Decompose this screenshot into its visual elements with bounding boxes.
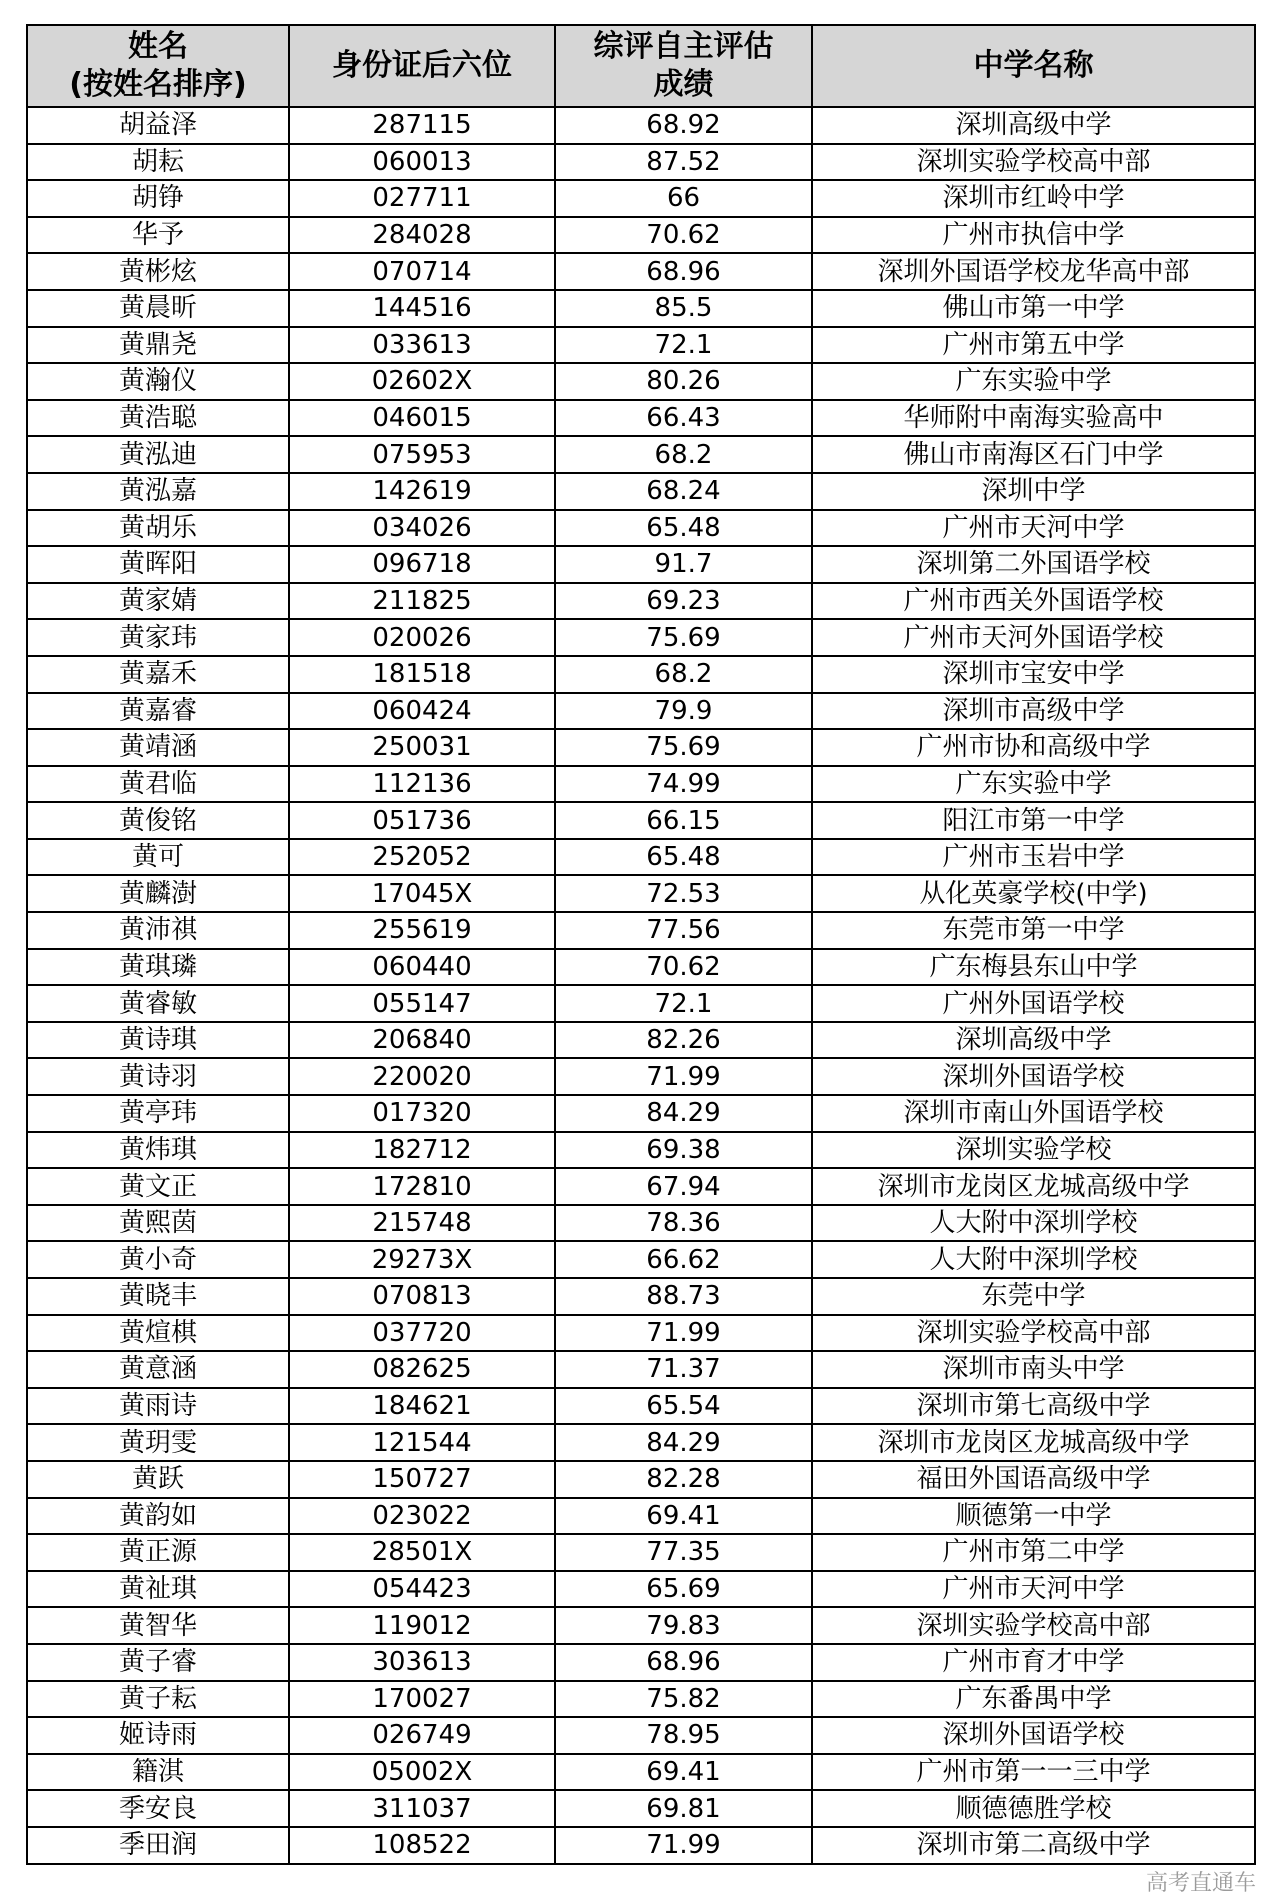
cell-score: 68.92 — [555, 107, 812, 144]
cell-name: 黄晖阳 — [27, 546, 289, 583]
cell-score: 68.24 — [555, 473, 812, 510]
cell-score: 66.43 — [555, 400, 812, 437]
cell-school: 深圳市龙岗区龙城高级中学 — [812, 1168, 1255, 1205]
cell-name: 黄正源 — [27, 1534, 289, 1571]
header-name — [27, 25, 289, 107]
cell-school: 广州市协和高级中学 — [812, 729, 1255, 766]
cell-name: 黄炜琪 — [27, 1132, 289, 1169]
table-row — [27, 363, 1255, 400]
cell-name: 黄麟澍 — [27, 875, 289, 912]
cell-school: 广州市第一一三中学 — [812, 1754, 1255, 1791]
cell-id-last-six: 060013 — [289, 144, 555, 181]
cell-name: 胡益泽 — [27, 107, 289, 144]
cell-school: 深圳市宝安中学 — [812, 656, 1255, 693]
table-row — [27, 400, 1255, 437]
table-row — [27, 1644, 1255, 1681]
cell-id-last-six: 070813 — [289, 1278, 555, 1315]
table-row — [27, 1827, 1255, 1864]
cell-school: 深圳市高级中学 — [812, 693, 1255, 730]
table-row — [27, 1681, 1255, 1718]
cell-school: 深圳实验学校高中部 — [812, 144, 1255, 181]
cell-school: 广州市育才中学 — [812, 1644, 1255, 1681]
cell-name: 籍淇 — [27, 1754, 289, 1791]
cell-id-last-six: 311037 — [289, 1790, 555, 1827]
cell-id-last-six: 037720 — [289, 1315, 555, 1352]
cell-name: 黄胡乐 — [27, 510, 289, 547]
cell-school: 广东梅县东山中学 — [812, 949, 1255, 986]
table-row — [27, 1571, 1255, 1608]
cell-school: 广州市天河中学 — [812, 510, 1255, 547]
table-row — [27, 253, 1255, 290]
cell-id-last-six: 28501X — [289, 1534, 555, 1571]
table-row — [27, 1424, 1255, 1461]
cell-school: 深圳实验学校 — [812, 1132, 1255, 1169]
cell-id-last-six: 02602X — [289, 363, 555, 400]
cell-name: 黄子耘 — [27, 1681, 289, 1718]
cell-name: 黄祉琪 — [27, 1571, 289, 1608]
table-row — [27, 144, 1255, 181]
cell-id-last-six: 206840 — [289, 1022, 555, 1059]
cell-score: 69.41 — [555, 1498, 812, 1535]
cell-name: 黄诗羽 — [27, 1058, 289, 1095]
cell-score: 79.83 — [555, 1607, 812, 1644]
cell-id-last-six: 033613 — [289, 327, 555, 364]
table-row — [27, 180, 1255, 217]
cell-id-last-six: 215748 — [289, 1205, 555, 1242]
cell-score: 68.96 — [555, 253, 812, 290]
cell-score: 69.81 — [555, 1790, 812, 1827]
table-header — [27, 25, 1255, 107]
cell-name: 黄嘉禾 — [27, 656, 289, 693]
cell-name: 黄嘉睿 — [27, 693, 289, 730]
cell-name: 姬诗雨 — [27, 1717, 289, 1754]
cell-id-last-six: 121544 — [289, 1424, 555, 1461]
cell-id-last-six: 023022 — [289, 1498, 555, 1535]
cell-name: 胡铮 — [27, 180, 289, 217]
cell-score: 85.5 — [555, 290, 812, 327]
header-school — [812, 25, 1255, 107]
cell-school: 深圳外国语学校 — [812, 1717, 1255, 1754]
table-row — [27, 510, 1255, 547]
table-row — [27, 1095, 1255, 1132]
table-row — [27, 1315, 1255, 1352]
cell-score: 91.7 — [555, 546, 812, 583]
cell-school: 深圳市红岭中学 — [812, 180, 1255, 217]
cell-school: 广东实验中学 — [812, 766, 1255, 803]
cell-school: 佛山市南海区石门中学 — [812, 436, 1255, 473]
header-score-text: 综评自主评估 成绩 — [593, 29, 774, 102]
cell-id-last-six: 182712 — [289, 1132, 555, 1169]
cell-school: 深圳高级中学 — [812, 107, 1255, 144]
cell-name: 胡耘 — [27, 144, 289, 181]
cell-score: 78.95 — [555, 1717, 812, 1754]
cell-score: 68.2 — [555, 656, 812, 693]
cell-school: 广州市执信中学 — [812, 217, 1255, 254]
cell-score: 72.53 — [555, 875, 812, 912]
cell-id-last-six: 082625 — [289, 1351, 555, 1388]
cell-score: 80.26 — [555, 363, 812, 400]
cell-name: 黄彬炫 — [27, 253, 289, 290]
cell-school: 深圳外国语学校龙华高中部 — [812, 253, 1255, 290]
cell-school: 深圳市第七高级中学 — [812, 1388, 1255, 1425]
cell-id-last-six: 075953 — [289, 436, 555, 473]
cell-school: 广州市西关外国语学校 — [812, 583, 1255, 620]
header-score — [555, 25, 812, 107]
table-row — [27, 473, 1255, 510]
cell-name: 黄亭玮 — [27, 1095, 289, 1132]
cell-id-last-six: 026749 — [289, 1717, 555, 1754]
cell-id-last-six: 303613 — [289, 1644, 555, 1681]
cell-name: 黄意涵 — [27, 1351, 289, 1388]
cell-score: 79.9 — [555, 693, 812, 730]
cell-name: 黄泓迪 — [27, 436, 289, 473]
cell-name: 华予 — [27, 217, 289, 254]
cell-school: 广州市玉岩中学 — [812, 839, 1255, 876]
cell-school: 福田外国语高级中学 — [812, 1461, 1255, 1498]
table-row — [27, 327, 1255, 364]
cell-score: 66.15 — [555, 802, 812, 839]
cell-name: 季安良 — [27, 1790, 289, 1827]
cell-score: 69.38 — [555, 1132, 812, 1169]
cell-name: 黄君临 — [27, 766, 289, 803]
cell-id-last-six: 284028 — [289, 217, 555, 254]
table-row — [27, 619, 1255, 656]
header-row — [27, 25, 1255, 107]
cell-score: 77.35 — [555, 1534, 812, 1571]
table-row — [27, 1607, 1255, 1644]
cell-school: 深圳第二外国语学校 — [812, 546, 1255, 583]
header-id-last-six — [289, 25, 555, 107]
table-row — [27, 1132, 1255, 1169]
cell-id-last-six: 119012 — [289, 1607, 555, 1644]
table-row — [27, 839, 1255, 876]
table-row — [27, 436, 1255, 473]
cell-score: 74.99 — [555, 766, 812, 803]
cell-score: 88.73 — [555, 1278, 812, 1315]
cell-name: 黄瀚仪 — [27, 363, 289, 400]
cell-id-last-six: 027711 — [289, 180, 555, 217]
cell-id-last-six: 150727 — [289, 1461, 555, 1498]
cell-score: 72.1 — [555, 327, 812, 364]
table-row — [27, 912, 1255, 949]
cell-score: 84.29 — [555, 1095, 812, 1132]
cell-score: 72.1 — [555, 985, 812, 1022]
cell-name: 黄跃 — [27, 1461, 289, 1498]
cell-school: 人大附中深圳学校 — [812, 1205, 1255, 1242]
cell-id-last-six: 181518 — [289, 656, 555, 693]
cell-name: 黄子睿 — [27, 1644, 289, 1681]
cell-id-last-six: 051736 — [289, 802, 555, 839]
cell-id-last-six: 252052 — [289, 839, 555, 876]
table-row — [27, 217, 1255, 254]
header-name-text: 姓名 (按姓名排序) — [69, 29, 247, 102]
cell-score: 69.23 — [555, 583, 812, 620]
cell-score: 75.69 — [555, 729, 812, 766]
cell-id-last-six: 255619 — [289, 912, 555, 949]
cell-name: 黄玥雯 — [27, 1424, 289, 1461]
cell-school: 华师附中南海实验高中 — [812, 400, 1255, 437]
table-row — [27, 1461, 1255, 1498]
header-school-text: 中学名称 — [973, 48, 1094, 83]
table-row — [27, 1534, 1255, 1571]
table-row — [27, 1241, 1255, 1278]
score-table — [26, 24, 1256, 1865]
table-row — [27, 107, 1255, 144]
cell-id-last-six: 054423 — [289, 1571, 555, 1608]
cell-id-last-six: 172810 — [289, 1168, 555, 1205]
cell-name: 黄雨诗 — [27, 1388, 289, 1425]
cell-school: 深圳外国语学校 — [812, 1058, 1255, 1095]
table-row — [27, 802, 1255, 839]
cell-id-last-six: 108522 — [289, 1827, 555, 1864]
cell-score: 78.36 — [555, 1205, 812, 1242]
cell-school: 从化英豪学校(中学) — [812, 875, 1255, 912]
table-row — [27, 949, 1255, 986]
cell-name: 黄熙茵 — [27, 1205, 289, 1242]
cell-score: 68.96 — [555, 1644, 812, 1681]
cell-school: 广州市第五中学 — [812, 327, 1255, 364]
header-id-text: 身份证后六位 — [332, 48, 512, 83]
cell-id-last-six: 05002X — [289, 1754, 555, 1791]
table-row — [27, 1498, 1255, 1535]
table-row — [27, 656, 1255, 693]
cell-name: 黄文正 — [27, 1168, 289, 1205]
cell-id-last-six: 211825 — [289, 583, 555, 620]
cell-id-last-six: 142619 — [289, 473, 555, 510]
cell-school: 阳江市第一中学 — [812, 802, 1255, 839]
cell-school: 深圳市第二高级中学 — [812, 1827, 1255, 1864]
cell-name: 黄晨昕 — [27, 290, 289, 327]
table-body — [27, 107, 1255, 1864]
cell-school: 深圳市南山外国语学校 — [812, 1095, 1255, 1132]
cell-name: 黄沛祺 — [27, 912, 289, 949]
table-row — [27, 1168, 1255, 1205]
cell-school: 东莞中学 — [812, 1278, 1255, 1315]
cell-school: 顺德第一中学 — [812, 1498, 1255, 1535]
cell-score: 71.99 — [555, 1058, 812, 1095]
cell-id-last-six: 020026 — [289, 619, 555, 656]
cell-id-last-six: 055147 — [289, 985, 555, 1022]
cell-id-last-six: 184621 — [289, 1388, 555, 1425]
table-row — [27, 693, 1255, 730]
cell-school: 深圳实验学校高中部 — [812, 1315, 1255, 1352]
cell-score: 65.48 — [555, 510, 812, 547]
cell-score: 82.26 — [555, 1022, 812, 1059]
cell-score: 75.82 — [555, 1681, 812, 1718]
table-row — [27, 290, 1255, 327]
table-row — [27, 729, 1255, 766]
cell-id-last-six: 034026 — [289, 510, 555, 547]
table-row — [27, 875, 1255, 912]
cell-score: 65.54 — [555, 1388, 812, 1425]
cell-name: 黄睿敏 — [27, 985, 289, 1022]
cell-name: 黄琪璘 — [27, 949, 289, 986]
cell-name: 黄家玮 — [27, 619, 289, 656]
cell-name: 黄靖涵 — [27, 729, 289, 766]
cell-score: 68.2 — [555, 436, 812, 473]
cell-score: 70.62 — [555, 949, 812, 986]
table-row — [27, 1717, 1255, 1754]
cell-score: 82.28 — [555, 1461, 812, 1498]
cell-score: 84.29 — [555, 1424, 812, 1461]
cell-id-last-six: 070714 — [289, 253, 555, 290]
cell-score: 65.69 — [555, 1571, 812, 1608]
watermark: 高考直通车 — [1145, 1871, 1256, 1896]
cell-id-last-six: 250031 — [289, 729, 555, 766]
cell-id-last-six: 112136 — [289, 766, 555, 803]
cell-id-last-six: 060440 — [289, 949, 555, 986]
cell-score: 67.94 — [555, 1168, 812, 1205]
table-row — [27, 1278, 1255, 1315]
table-row — [27, 1351, 1255, 1388]
cell-score: 70.62 — [555, 217, 812, 254]
cell-name: 黄晓丰 — [27, 1278, 289, 1315]
cell-school: 顺德德胜学校 — [812, 1790, 1255, 1827]
table-row — [27, 766, 1255, 803]
cell-id-last-six: 29273X — [289, 1241, 555, 1278]
cell-name: 黄小奇 — [27, 1241, 289, 1278]
cell-school: 深圳高级中学 — [812, 1022, 1255, 1059]
cell-score: 65.48 — [555, 839, 812, 876]
cell-id-last-six: 170027 — [289, 1681, 555, 1718]
cell-school: 深圳中学 — [812, 473, 1255, 510]
cell-id-last-six: 096718 — [289, 546, 555, 583]
cell-school: 广州市天河外国语学校 — [812, 619, 1255, 656]
cell-score: 66.62 — [555, 1241, 812, 1278]
cell-school: 广州外国语学校 — [812, 985, 1255, 1022]
cell-school: 深圳实验学校高中部 — [812, 1607, 1255, 1644]
cell-score: 77.56 — [555, 912, 812, 949]
table-row — [27, 1205, 1255, 1242]
cell-name: 黄煊棋 — [27, 1315, 289, 1352]
cell-name: 黄浩聪 — [27, 400, 289, 437]
cell-school: 广州市天河中学 — [812, 1571, 1255, 1608]
cell-score: 71.37 — [555, 1351, 812, 1388]
cell-school: 广东实验中学 — [812, 363, 1255, 400]
cell-score: 66 — [555, 180, 812, 217]
cell-school: 广州市第二中学 — [812, 1534, 1255, 1571]
cell-school: 广东番禺中学 — [812, 1681, 1255, 1718]
cell-school: 东莞市第一中学 — [812, 912, 1255, 949]
table-row — [27, 1790, 1255, 1827]
cell-id-last-six: 287115 — [289, 107, 555, 144]
cell-score: 71.99 — [555, 1315, 812, 1352]
cell-name: 黄智华 — [27, 1607, 289, 1644]
cell-score: 87.52 — [555, 144, 812, 181]
cell-score: 71.99 — [555, 1827, 812, 1864]
cell-name: 黄俊铭 — [27, 802, 289, 839]
table-row — [27, 1754, 1255, 1791]
cell-id-last-six: 220020 — [289, 1058, 555, 1095]
cell-id-last-six: 144516 — [289, 290, 555, 327]
cell-school: 深圳市龙岗区龙城高级中学 — [812, 1424, 1255, 1461]
cell-score: 75.69 — [555, 619, 812, 656]
cell-id-last-six: 017320 — [289, 1095, 555, 1132]
cell-id-last-six: 060424 — [289, 693, 555, 730]
table-row — [27, 1022, 1255, 1059]
table-row — [27, 546, 1255, 583]
cell-score: 69.41 — [555, 1754, 812, 1791]
cell-name: 黄诗琪 — [27, 1022, 289, 1059]
cell-school: 人大附中深圳学校 — [812, 1241, 1255, 1278]
cell-school: 佛山市第一中学 — [812, 290, 1255, 327]
cell-name: 黄泓嘉 — [27, 473, 289, 510]
cell-name: 黄可 — [27, 839, 289, 876]
cell-id-last-six: 046015 — [289, 400, 555, 437]
table-row — [27, 1388, 1255, 1425]
cell-name: 黄鼎尧 — [27, 327, 289, 364]
cell-name: 季田润 — [27, 1827, 289, 1864]
cell-name: 黄韵如 — [27, 1498, 289, 1535]
cell-id-last-six: 17045X — [289, 875, 555, 912]
table-row — [27, 985, 1255, 1022]
table-row — [27, 1058, 1255, 1095]
cell-school: 深圳市南头中学 — [812, 1351, 1255, 1388]
cell-name: 黄家婧 — [27, 583, 289, 620]
table-row — [27, 583, 1255, 620]
